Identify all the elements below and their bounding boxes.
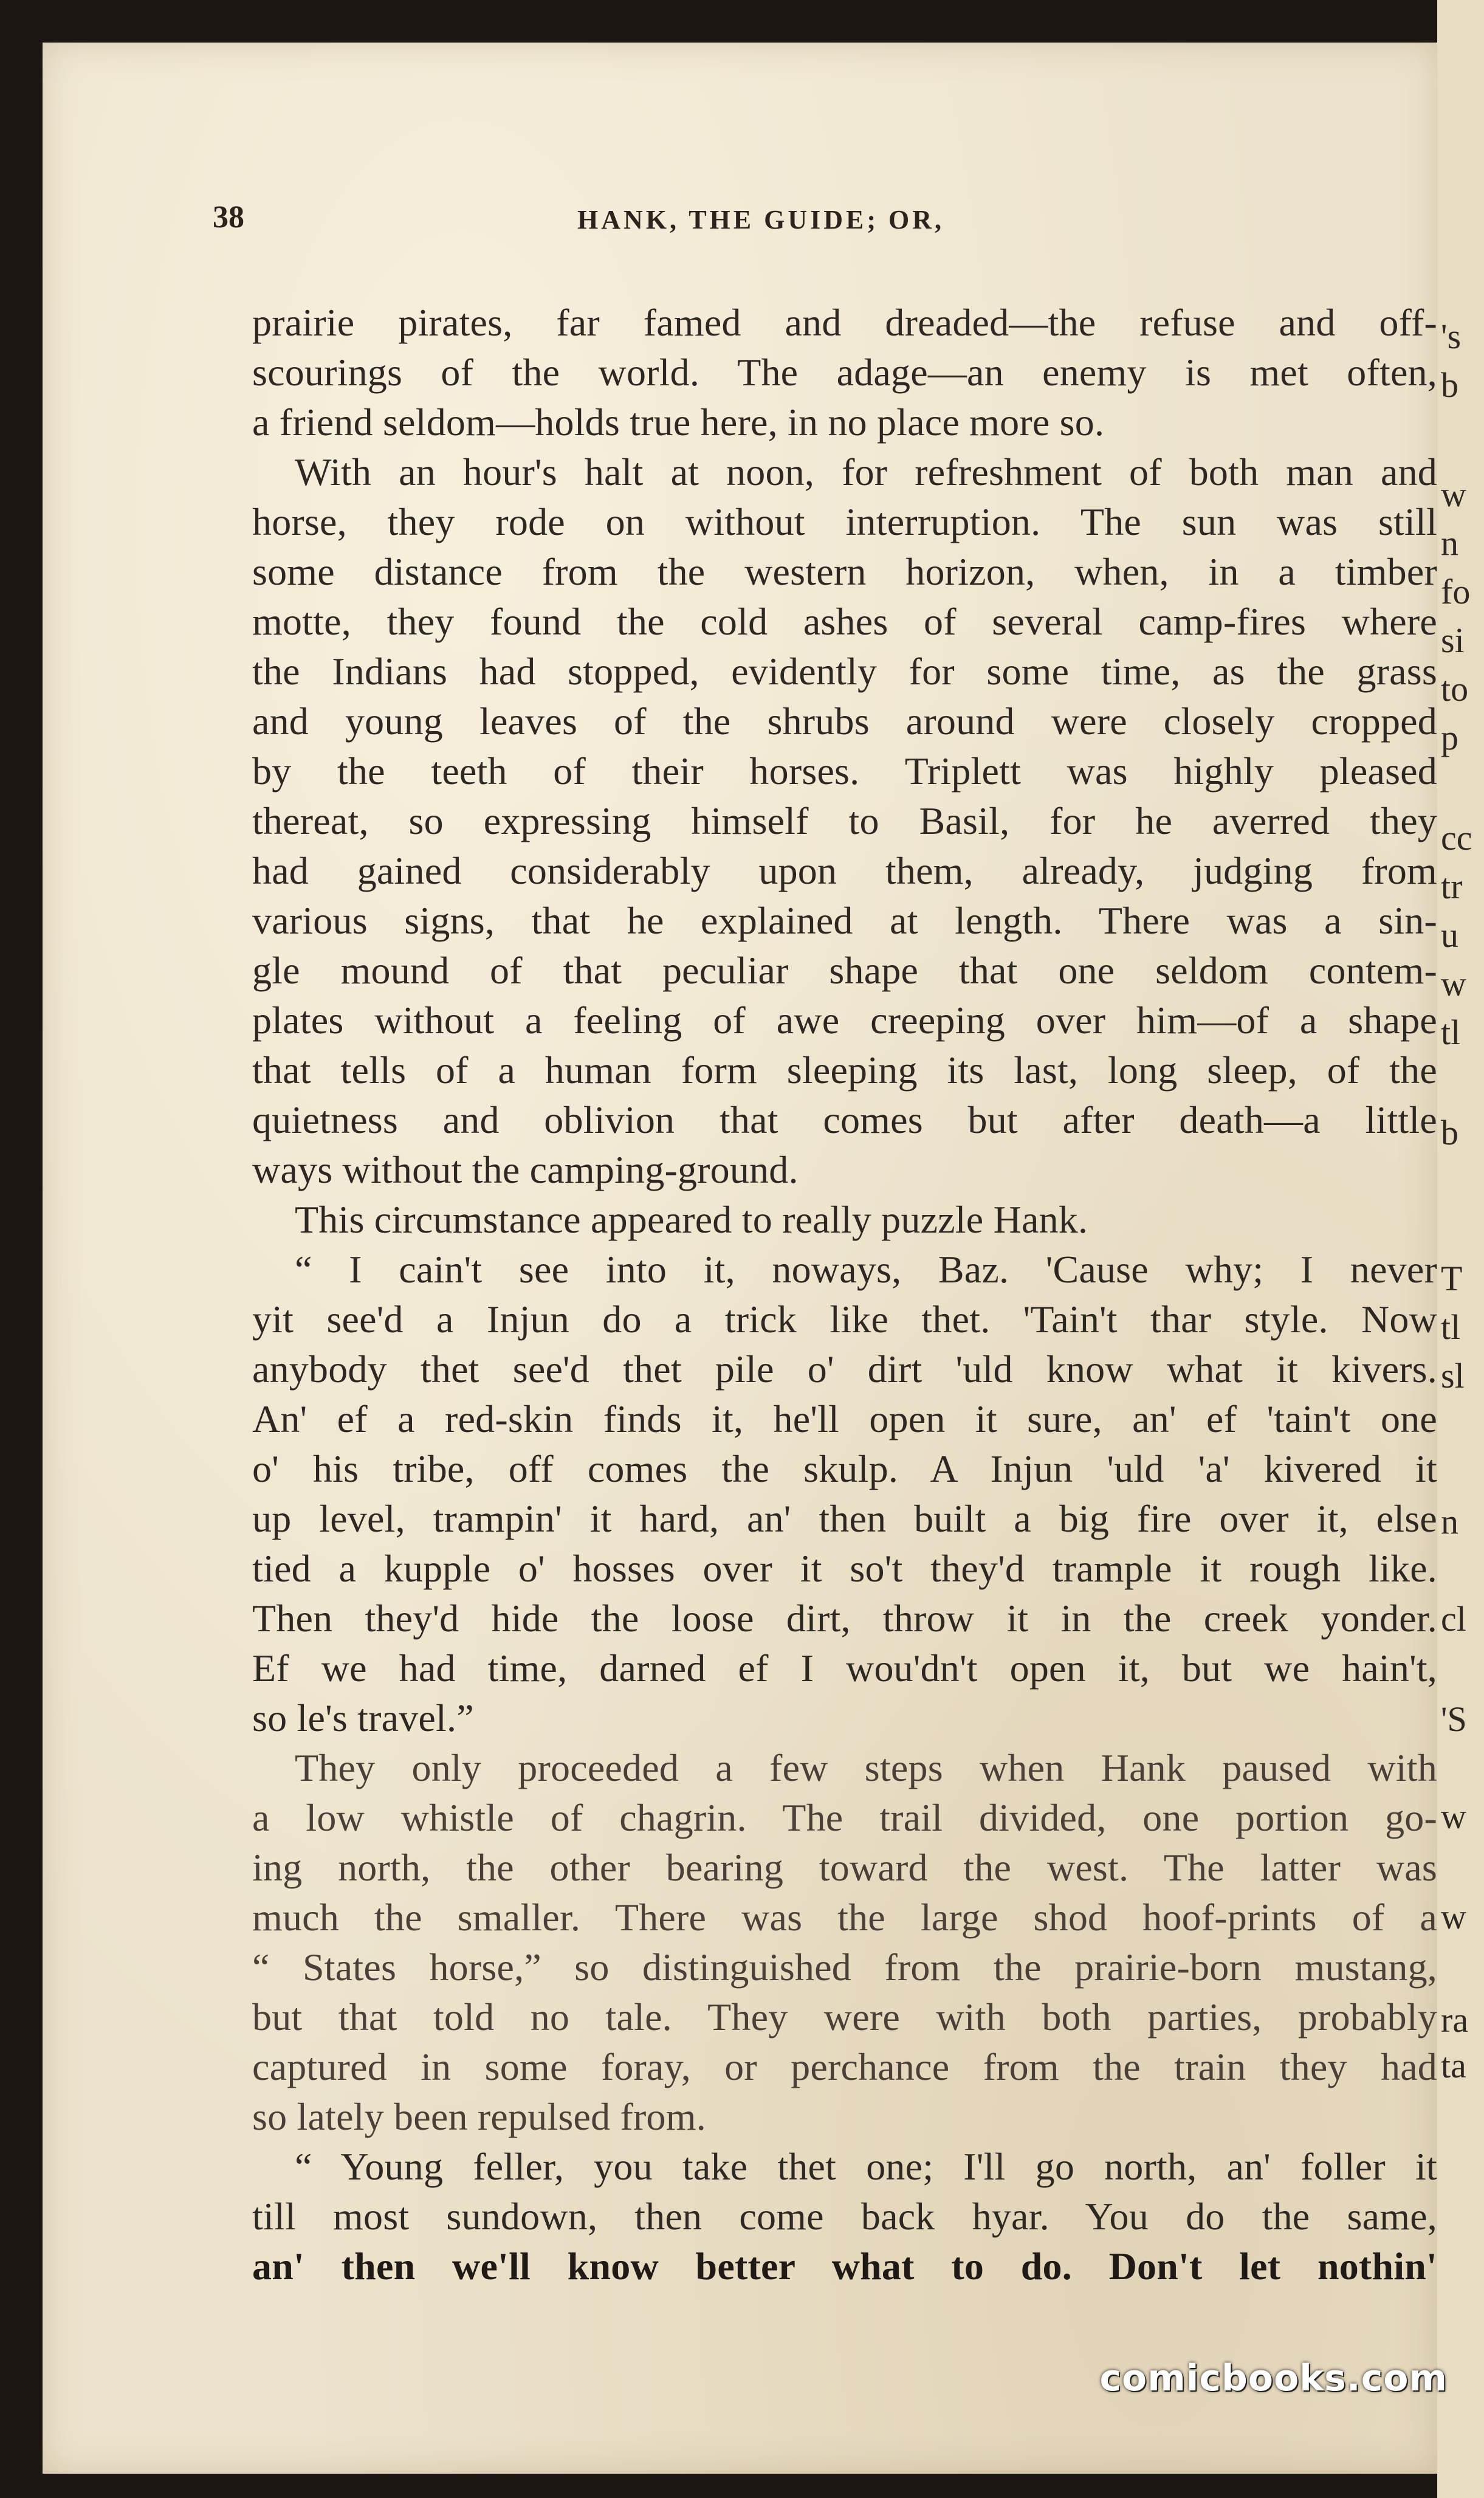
- text-line: yit see'd a Injun do a trick like thet. 'Tain't thar style. Now: [252, 1298, 1437, 1341]
- text-line: a low whistle of chagrin. The trail divided, one portion go-: [252, 1796, 1437, 1839]
- text-line: Ef we had time, darned ef I wou'dn't open it, but we hain't,: [252, 1646, 1437, 1690]
- text-line: a friend seldom—holds true here, in no place more so.: [252, 401, 1105, 444]
- text-line: so lately been repulsed from.: [252, 2095, 706, 2138]
- adjacent-page-edge: [1437, 0, 1484, 2498]
- edge-fragment: si: [1441, 621, 1465, 660]
- text-line: various signs, that he explained at length. There was a sin-: [252, 899, 1437, 942]
- edge-fragment: u: [1441, 915, 1458, 955]
- text-line: that tells of a human form sleeping its last, long sleep, of the: [252, 1048, 1437, 1092]
- text-line: With an hour's halt at noon, for refreshment of both man and: [295, 450, 1437, 494]
- text-line: had gained considerably upon them, already, judging from: [252, 849, 1437, 892]
- edge-fragment: fo: [1441, 572, 1471, 611]
- edge-fragment: ra: [1441, 2000, 1469, 2040]
- text-line: “ I cain't see into it, noways, Baz. 'Cause why; I never: [295, 1248, 1437, 1291]
- edge-fragment: w: [1441, 1897, 1466, 1936]
- edge-fragment: T: [1441, 1259, 1463, 1298]
- edge-fragment: n: [1441, 1502, 1458, 1541]
- edge-fragment: b: [1441, 365, 1458, 405]
- text-line: “ States horse,” so distinguished from the prairie-born mustang,: [252, 1946, 1437, 1989]
- watermark: comicbooks.com: [1099, 2357, 1448, 2400]
- text-line: some distance from the western horizon, when, in a timber: [252, 550, 1437, 593]
- text-line: An' ef a red-skin finds it, he'll open it sure, an' ef 'tain't one: [252, 1397, 1437, 1440]
- text-line: gle mound of that peculiar shape that one seldom contem-: [252, 949, 1437, 992]
- body-text: [252, 298, 1437, 2291]
- text-line: captured in some foray, or perchance from the train they had: [252, 2045, 1437, 2088]
- text-line: an' then we'll know better what to do. Don't let nothin': [252, 2245, 1437, 2288]
- edge-fragment: ta: [1441, 2046, 1466, 2085]
- edge-fragment: p: [1441, 718, 1458, 757]
- page-header: [213, 199, 1258, 248]
- edge-fragment: cc: [1441, 818, 1472, 858]
- text-line: much the smaller. There was the large shod hoof-prints of a: [252, 1896, 1437, 1939]
- text-line: horse, they rode on without interruption. The sun was still: [252, 500, 1437, 543]
- text-line: prairie pirates, far famed and dreaded—the refuse and off-: [252, 301, 1437, 344]
- text-line: plates without a feeling of awe creeping over him—of a shape: [252, 999, 1437, 1042]
- text-line: till most sundown, then come back hyar. You do the same,: [252, 2195, 1437, 2238]
- text-line: ing north, the other bearing toward the west. The latter was: [252, 1846, 1437, 1889]
- text-line: Then they'd hide the loose dirt, throw it in the creek yonder.: [252, 1597, 1437, 1640]
- text-line: o' his tribe, off comes the skulp. A Injun 'uld 'a' kivered it: [252, 1447, 1437, 1490]
- edge-fragment: w: [1441, 964, 1466, 1003]
- text-line: They only proceeded a few steps when Hank paused with: [295, 1746, 1437, 1789]
- text-line: ways without the camping-ground.: [252, 1148, 799, 1191]
- edge-fragment: b: [1441, 1113, 1458, 1152]
- text-line: tied a kupple o' hosses over it so't they'd trample it rough like.: [252, 1547, 1437, 1590]
- text-line: This circumstance appeared to really puzzle Hank.: [295, 1198, 1088, 1241]
- edge-fragment: 'S: [1441, 1699, 1467, 1739]
- text-line: the Indians had stopped, evidently for some time, as the grass: [252, 650, 1437, 693]
- edge-fragment: tl: [1441, 1013, 1461, 1052]
- edge-fragment: w: [1441, 1797, 1466, 1836]
- text-line: “ Young feller, you take thet one; I'll go north, an' foller it: [295, 2145, 1437, 2188]
- edge-fragment: cl: [1441, 1599, 1466, 1639]
- text-line: but that told no tale. They were with both parties, probably: [252, 1995, 1437, 2039]
- text-line: so le's travel.”: [252, 1696, 474, 1739]
- text-line: thereat, so expressing himself to Basil, for he averred they: [252, 799, 1437, 842]
- edge-fragment: sl: [1441, 1356, 1465, 1395]
- text-line: up level, trampin' it hard, an' then built a big fire over it, else: [252, 1497, 1437, 1540]
- running-head: HANK, THE GUIDE; OR,: [577, 205, 945, 235]
- text-line: anybody thet see'd thet pile o' dirt 'uld know what it kivers.: [252, 1347, 1437, 1391]
- edge-fragment: to: [1441, 669, 1469, 709]
- edge-fragment: w: [1441, 475, 1466, 514]
- book-page: [43, 43, 1437, 2474]
- edge-fragment: n: [1441, 523, 1458, 563]
- edge-fragment: tr: [1441, 867, 1463, 906]
- edge-fragment: 's: [1441, 317, 1462, 356]
- edge-fragment: tl: [1441, 1307, 1461, 1347]
- page-number: 38: [213, 200, 244, 235]
- text-line: by the teeth of their horses. Triplett was highly pleased: [252, 749, 1437, 793]
- text-line: quietness and oblivion that comes but after death—a little: [252, 1098, 1437, 1141]
- text-line: scourings of the world. The adage—an enemy is met often,: [252, 351, 1437, 394]
- text-line: and young leaves of the shrubs around were closely cropped: [252, 700, 1437, 743]
- text-line: motte, they found the cold ashes of several camp-fires where: [252, 600, 1437, 643]
